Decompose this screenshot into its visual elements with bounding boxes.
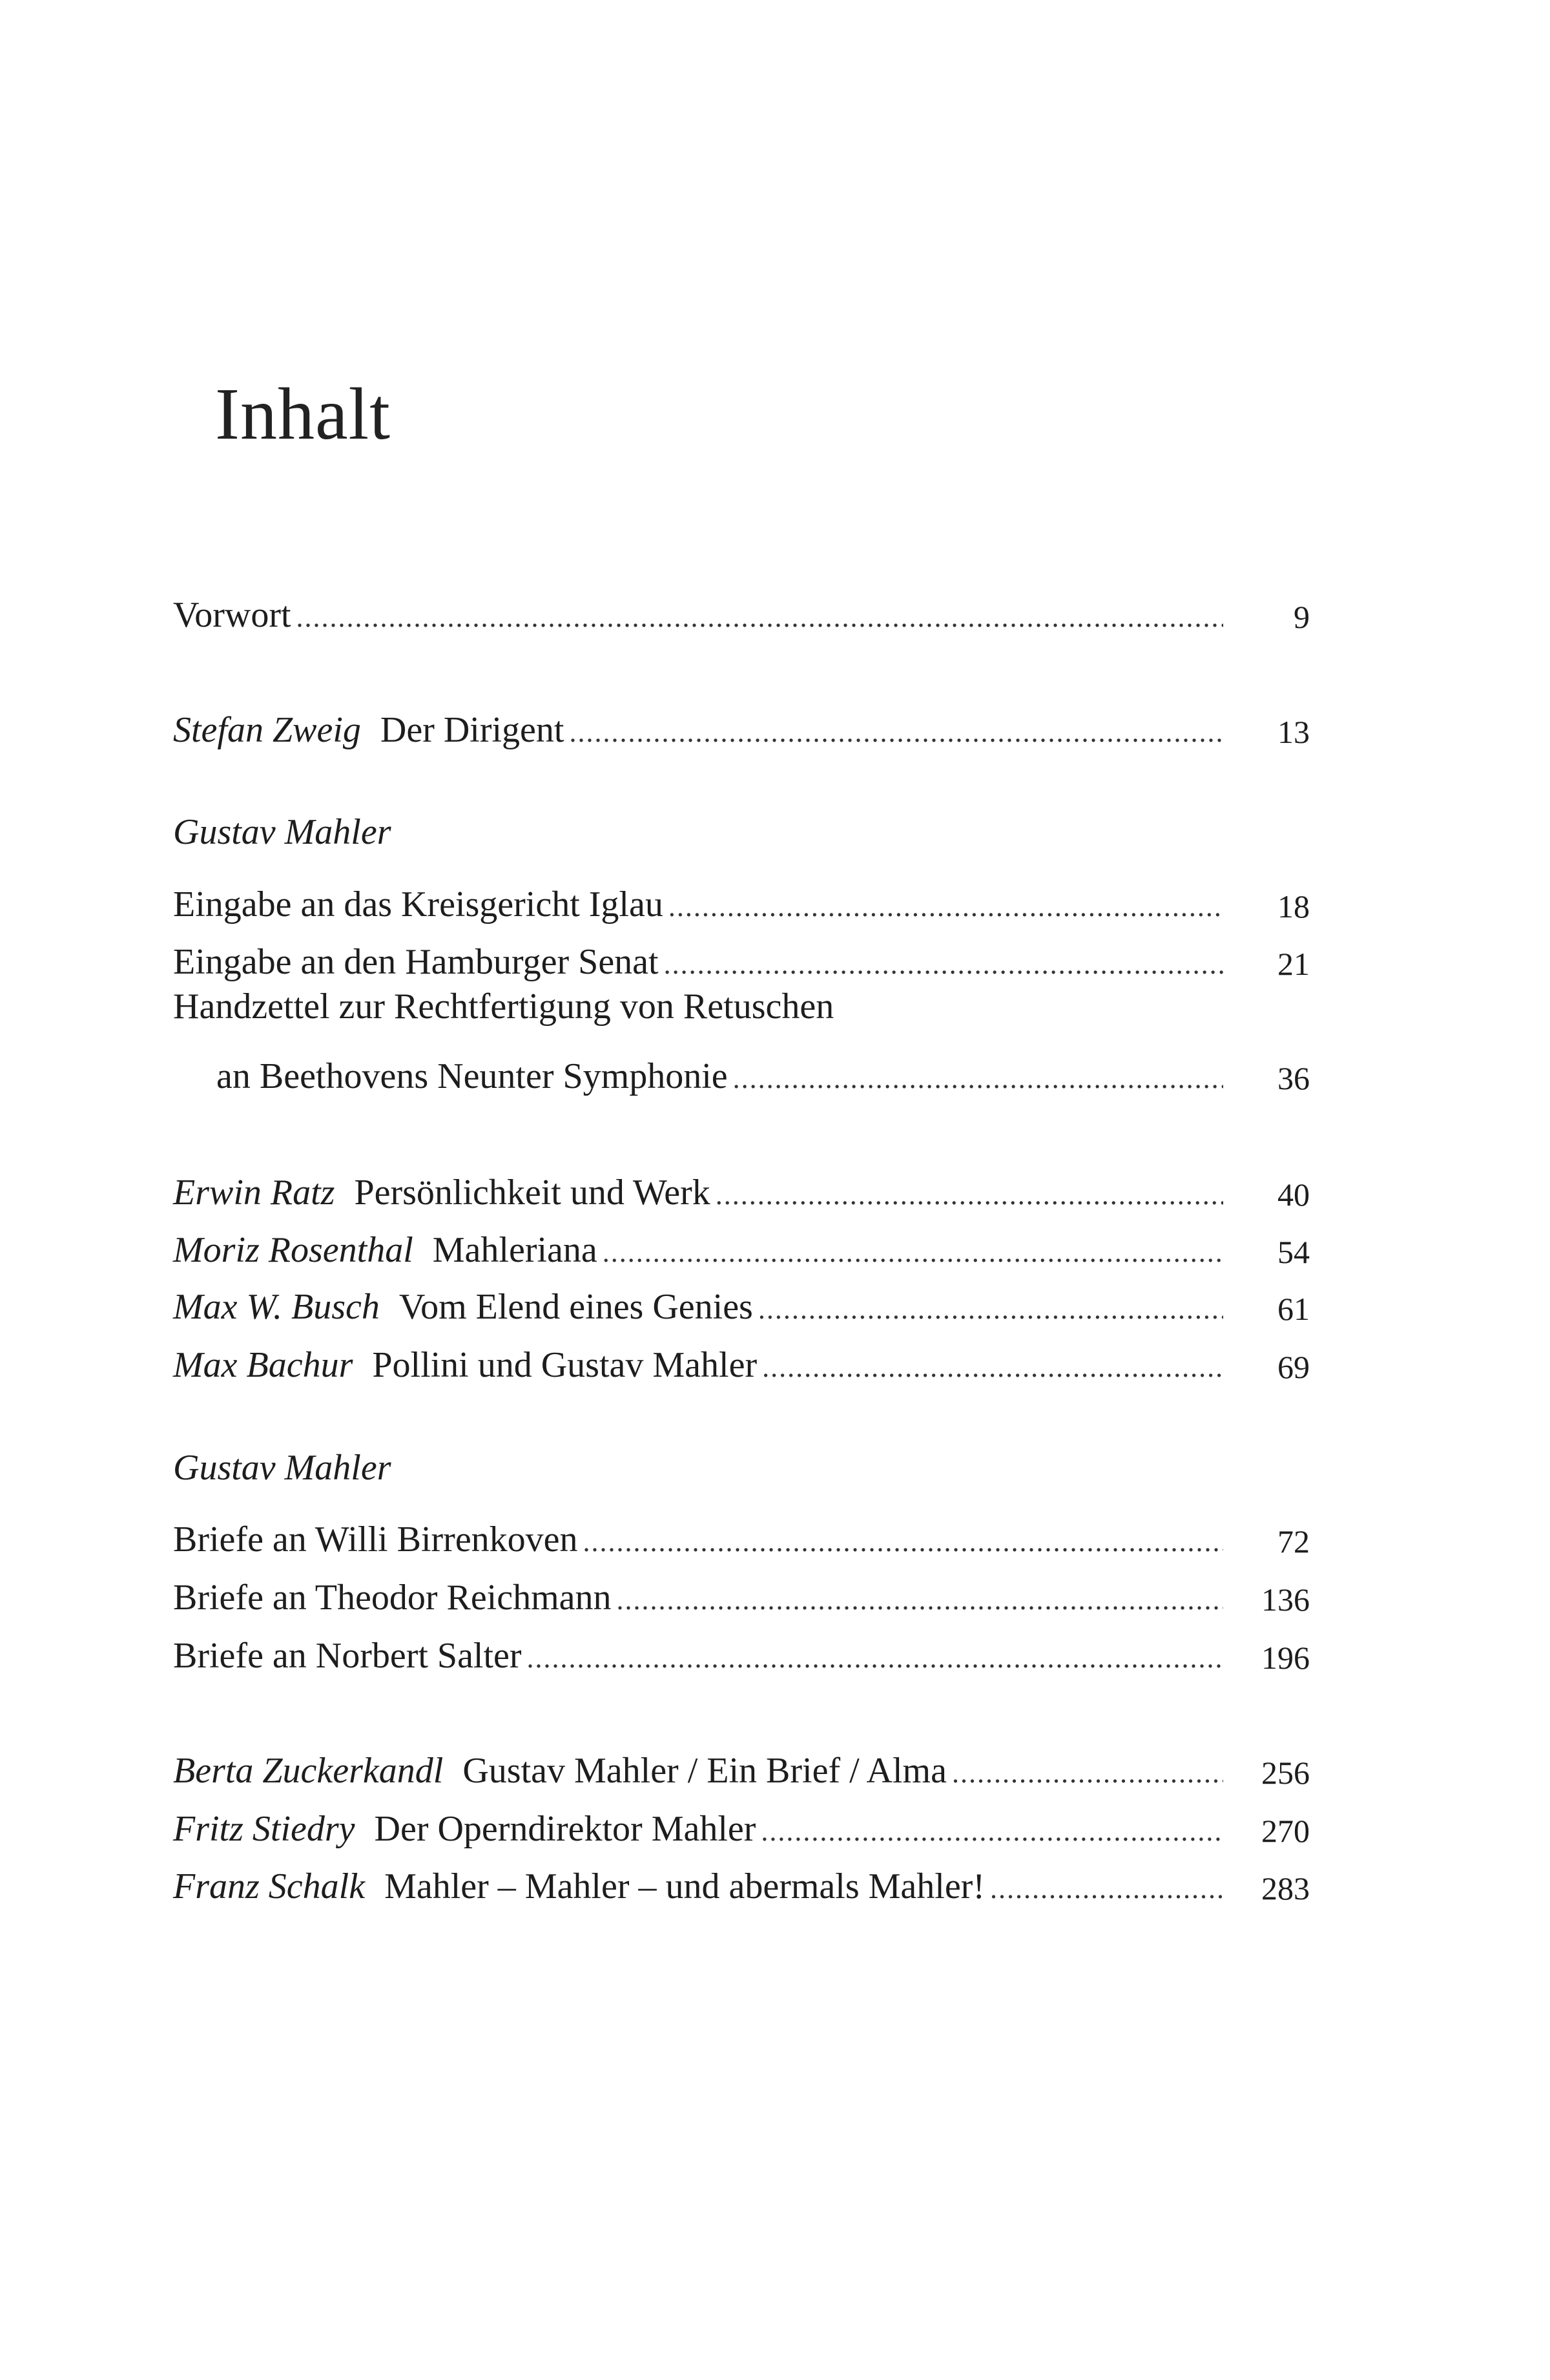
- page-number: 283: [1261, 1870, 1310, 1906]
- entry-title: Eingabe an den Hamburger Senat: [173, 942, 659, 982]
- page-number: 13: [1277, 714, 1310, 750]
- toc-entry-ratz: [173, 1159, 1310, 1211]
- entry-author: Erwin Ratz: [173, 1173, 335, 1213]
- entry-title: Vorwort: [173, 595, 291, 635]
- dot-leader: [716, 1181, 1223, 1209]
- toc-entry-stiedry: [173, 1795, 1310, 1847]
- toc-entry-hamburger-senat: [173, 928, 1310, 980]
- page-number: 136: [1261, 1581, 1310, 1618]
- entry-author: Berta Zuckerkandl: [173, 1751, 444, 1791]
- page-number: 196: [1261, 1640, 1310, 1676]
- page-number: 18: [1277, 888, 1310, 924]
- page-number: 256: [1261, 1755, 1310, 1791]
- entry-title: Gustav Mahler / Ein Brief / Alma: [462, 1751, 947, 1791]
- page-number: 72: [1277, 1523, 1310, 1560]
- dot-leader: [296, 603, 1223, 632]
- page-number: 61: [1277, 1291, 1310, 1327]
- dot-leader: [617, 1586, 1223, 1614]
- dot-leader: [733, 1065, 1223, 1093]
- entry-author: Stefan Zweig: [173, 710, 361, 750]
- entry-title: Pollini und Gustav Mahler: [372, 1345, 758, 1385]
- entry-title: Mahler – Mahler – und abermals Mahler!: [384, 1866, 985, 1906]
- group-author: Gustav Mahler: [173, 812, 391, 852]
- toc-entry-birrenkoven: [173, 1506, 1310, 1558]
- dot-leader: [761, 1817, 1223, 1846]
- dot-leader: [569, 718, 1223, 747]
- dot-leader: [990, 1875, 1223, 1903]
- page-number: 54: [1277, 1234, 1310, 1270]
- page-title: Inhalt: [215, 373, 391, 455]
- entry-title: Briefe an Theodor Reichmann: [173, 1578, 612, 1618]
- entry-title: Persönlichkeit und Werk: [354, 1173, 710, 1213]
- entry-title: Briefe an Willi Birrenkoven: [173, 1519, 578, 1560]
- toc-entry-bachur: [173, 1331, 1310, 1383]
- toc-entry-reichmann: [173, 1564, 1310, 1616]
- entry-title: Der Operndirektor Mahler: [374, 1809, 756, 1849]
- toc-entry-vorwort: [173, 581, 1310, 633]
- entry-title: Vom Elend eines Genies: [398, 1287, 753, 1327]
- entry-author: Franz Schalk: [173, 1866, 366, 1906]
- dot-leader: [664, 950, 1223, 979]
- toc-entry-rosenthal: [173, 1216, 1310, 1268]
- entry-title: Mahleriana: [432, 1230, 597, 1270]
- toc-entry-kreisgericht: [173, 871, 1310, 923]
- toc-entry-busch: [173, 1273, 1310, 1325]
- entry-title: Der Dirigent: [380, 710, 564, 750]
- toc-entry-der-dirigent: [173, 696, 1310, 748]
- entry-author: Max W. Busch: [173, 1287, 380, 1327]
- dot-leader: [758, 1295, 1223, 1324]
- dot-leader: [527, 1644, 1223, 1673]
- entry-title-line1: Handzettel zur Rechtfertigung von Retuschen: [173, 986, 834, 1027]
- page-number: 270: [1261, 1813, 1310, 1849]
- toc-entry-salter: [173, 1622, 1310, 1674]
- entry-author: Fritz Stiedry: [173, 1809, 355, 1849]
- dot-leader: [603, 1238, 1223, 1267]
- dot-leader: [952, 1759, 1223, 1788]
- group-author: Gustav Mahler: [173, 1448, 391, 1488]
- dot-leader: [583, 1528, 1223, 1556]
- entry-title: Eingabe an das Kreisgericht Iglau: [173, 884, 663, 924]
- dot-leader: [762, 1353, 1223, 1382]
- page-number: 69: [1277, 1349, 1310, 1385]
- page-number: 21: [1277, 946, 1310, 982]
- toc-entry-schalk: [173, 1853, 1310, 1905]
- entry-title: Briefe an Norbert Salter: [173, 1636, 522, 1676]
- toc-entry-zuckerkandl: [173, 1737, 1310, 1789]
- entry-author: Max Bachur: [173, 1345, 353, 1385]
- entry-title: an Beethovens Neunter Symphonie: [216, 1056, 728, 1096]
- entry-author: Moriz Rosenthal: [173, 1230, 413, 1270]
- dot-leader: [668, 893, 1223, 921]
- page-number: 36: [1277, 1060, 1310, 1096]
- page-number: 9: [1294, 599, 1310, 635]
- toc-entry-handzettel: [173, 1043, 1310, 1094]
- page-number: 40: [1277, 1176, 1310, 1213]
